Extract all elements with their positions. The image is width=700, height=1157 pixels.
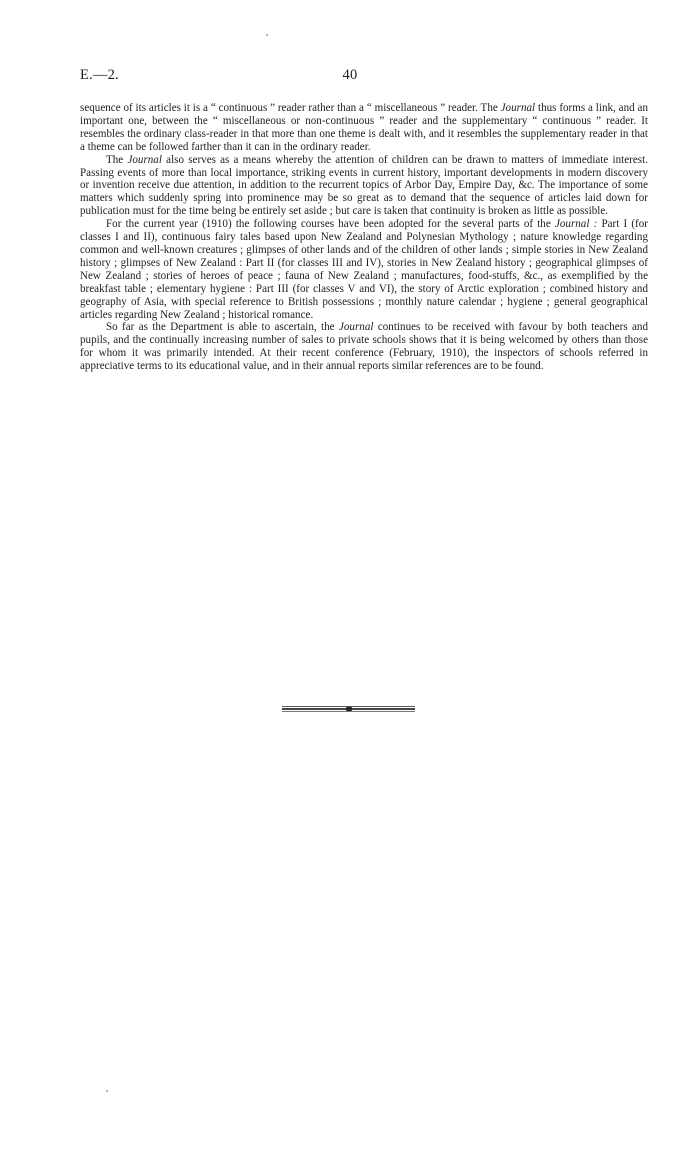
text-run: sequence of its articles it is a “ continuous ” reader rather than a “ miscellaneous ” reader. The: [80, 102, 501, 114]
italic-run: Journal: [127, 153, 162, 166]
italic-run: Journal: [338, 321, 374, 334]
text-run: Part I (for classes I and II), continuous fairy tales based upon New Zealand and Polynesian Mythology ; nature knowledge regarding common and well-known creatures ; glimpses of other lands and of the children of other lands ; simple stories in New Zealand history ; glimpses of New Zealand : Part II (for classes III and IV), stories in New Zealand history ; geographical glimpses of New Zealand ; stories of heroes of peace ; fauna of New Zealand ; manufactures, food-stuffs, &c., as exemplified by the breakfast table ; elementary hygiene : Part III (for classes V and VI), the story of Arctic exploration ; combined history and geography of Asia, with special reference to British possessions ; monthly nature calendar ; hygiene ; general geographical articles regarding New Zealand ; historical romance.: [80, 218, 648, 321]
page-header: [80, 67, 620, 89]
paragraph: [80, 218, 648, 321]
text-run: thus forms a link, and an important one, between the “ miscellaneous or non-continuous ” reader and the supplementary “ continuous ” reader. It resembles the ordinary class-reader in that more than one theme is dealt with, and it resembles the supplementary reader in that a theme can be followed farther than it can in the ordinary reader.: [80, 102, 648, 153]
text-run: also serves as a means whereby the attention of children can be drawn to matters of immediate interest. Passing events of more than local importance, striking events in current history, important developments in modern discovery or invention receive due attention, in addition to the recurrent topics of Arbor Day, Empire Day, &c. The importance of some matters which suddenly spring into prominence may be so great as to demand that the sequence of articles laid down for publication must for the time being be entirely set aside ; but care is taken that continuity is broken as little as possible.: [80, 153, 648, 218]
paragraph: [80, 321, 648, 373]
text-run: For the current year (1910) the following courses have been adopted for the several parts of the: [106, 218, 555, 231]
paragraph: [80, 154, 648, 219]
scan-speck: [266, 34, 268, 36]
scan-speck: [106, 1090, 108, 1092]
end-rule: [282, 706, 415, 712]
document-code: E.—2.: [80, 67, 119, 83]
body-text: [80, 102, 648, 373]
text-run: continues to be received with favour by both teachers and pupils, and the continually increasing number of sales to private schools shows that it is being welcomed by others than those for whom it was primarily intended. At their recent conference (February, 1910), the inspectors of schools referred in appreciative terms to its educational value, and in their annual reports similar references are to be found.: [80, 321, 648, 373]
text-run: The: [106, 153, 128, 166]
paragraph: [80, 102, 648, 154]
italic-run: Journal: [500, 102, 536, 114]
page-number: 40: [342, 67, 358, 83]
text-run: So far as the Department is able to ascertain, the: [106, 321, 339, 334]
italic-run: Journal :: [554, 218, 598, 231]
